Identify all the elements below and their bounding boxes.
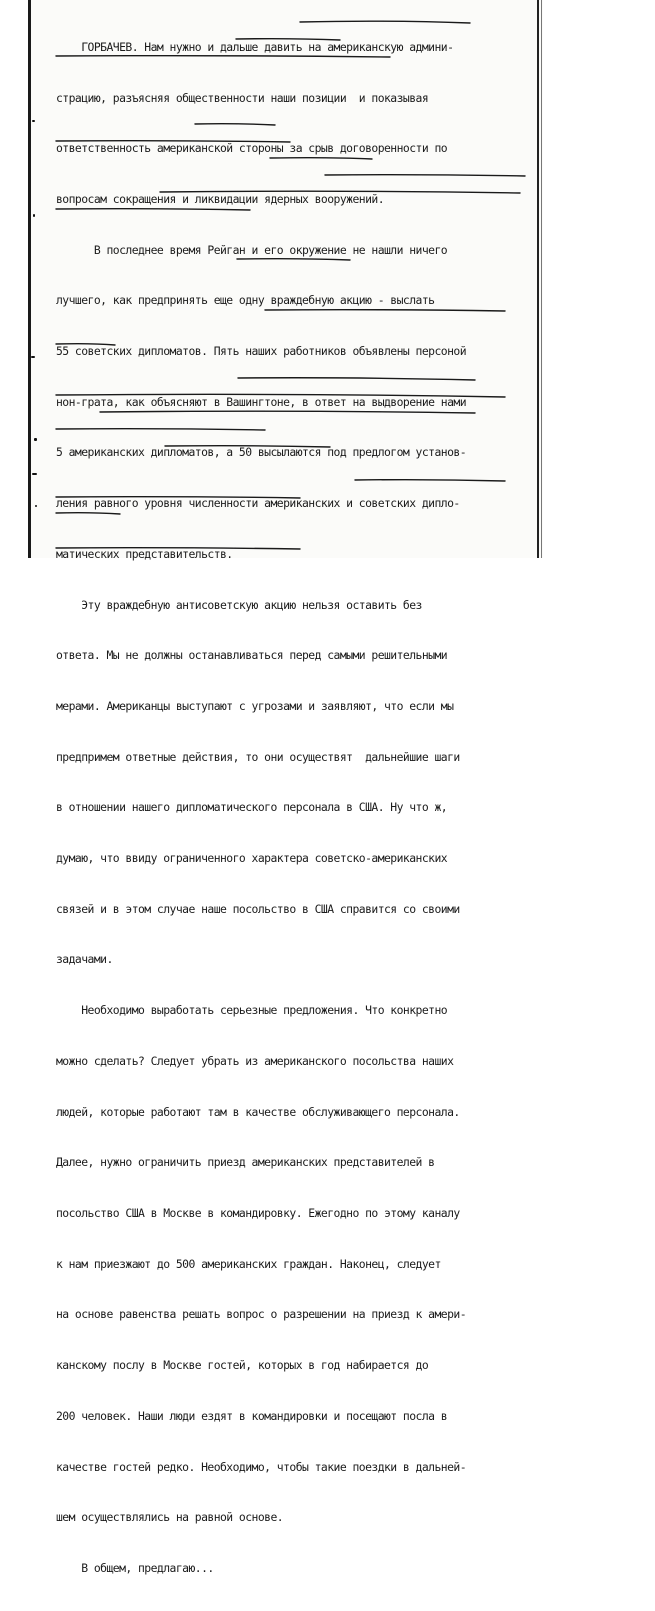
scan-left-border <box>28 0 31 558</box>
text-line: задачами. <box>56 952 113 967</box>
text-line: страцию, разъясняя общественности наши позиции и показывая <box>56 90 429 105</box>
text-line: мерами. Американцы выступают с угрозами и заявляют, что если мы <box>56 698 454 713</box>
text-line: Необходимо выработать серьезные предложения. Что конкретно <box>56 1003 448 1018</box>
scan-right-border <box>537 0 539 558</box>
document-text <box>56 5 526 1611</box>
text-line: 5 американских дипломатов, а 50 высылаются под предлогом установ- <box>56 445 467 460</box>
text-line: канскому послу в Москве гостей, которых в год набирается до <box>56 1358 429 1373</box>
scan-speckle <box>31 356 35 358</box>
text-line: шем осуществлялись на равной основе. <box>56 1510 284 1525</box>
scan-speckle <box>35 505 37 507</box>
text-line: в отношении нашего дипломатического персонала в США. Ну что ж, <box>56 800 448 815</box>
text-line: предпримем ответные действия, то они осуществят дальнейшие шаги <box>56 749 460 764</box>
text-line: думаю, что ввиду ограниченного характера советско-американских <box>56 851 448 866</box>
text-line: ления равного уровня численности американских и советских дипло- <box>56 496 460 511</box>
text-line: можно сделать? Следует убрать из американского посольства наших <box>56 1053 454 1068</box>
text-line: Эту враждебную антисоветскую акцию нельзя оставить без <box>56 597 422 612</box>
text-line: ответственность американской стороны за срыв договоренности по <box>56 141 448 156</box>
text-line: Далее, нужно ограничить приезд американских представителей в <box>56 1155 435 1170</box>
text-line: 55 советских дипломатов. Пять наших работников объявлены персоной <box>56 344 467 359</box>
scan-speckle <box>32 473 37 475</box>
text-line: вопросам сокращения и ликвидации ядерных вооружений. <box>56 191 385 206</box>
text-line: нон-грата, как объясняют в Вашингтоне, в ответ на выдворение нами <box>56 394 467 409</box>
text-line: ГОРБАЧЕВ. Нам нужно и дальше давить на американскую админи- <box>56 39 454 54</box>
scan-left-margin <box>0 0 28 558</box>
text-line: В общем, предлагаю... <box>56 1560 214 1575</box>
text-line: качестве гостей редко. Необходимо, чтобы такие поездки в дальней- <box>56 1459 467 1474</box>
scan-speckle <box>32 120 35 122</box>
text-line: лучшего, как предпринять еще одну враждебную акцию - выслать <box>56 293 435 308</box>
scan-right-border-shadow <box>541 0 542 558</box>
scan-right-margin <box>543 0 655 558</box>
text-line: матических представительств. <box>56 546 233 561</box>
text-line: людей, которые работают там в качестве обслуживающего персонала. <box>56 1104 460 1119</box>
scan-speckle <box>34 438 37 441</box>
text-line: посольство США в Москве в командировку. Ежегодно по этому каналу <box>56 1205 460 1220</box>
text-line: на основе равенства решать вопрос о разрешении на приезд к амери- <box>56 1307 467 1322</box>
text-line: ответа. Мы не должны останавливаться перед самыми решительными <box>56 648 448 663</box>
text-line: В последнее время Рейган и его окружение не нашли ничего <box>56 242 448 257</box>
text-line: 200 человек. Наши люди ездят в командировки и посещают посла в <box>56 1408 448 1423</box>
text-line: связей и в этом случае наше посольство в США справится со своими <box>56 901 460 916</box>
text-line: к нам приезжают до 500 американских граждан. Наконец, следует <box>56 1256 441 1271</box>
scan-speckle <box>33 214 35 217</box>
